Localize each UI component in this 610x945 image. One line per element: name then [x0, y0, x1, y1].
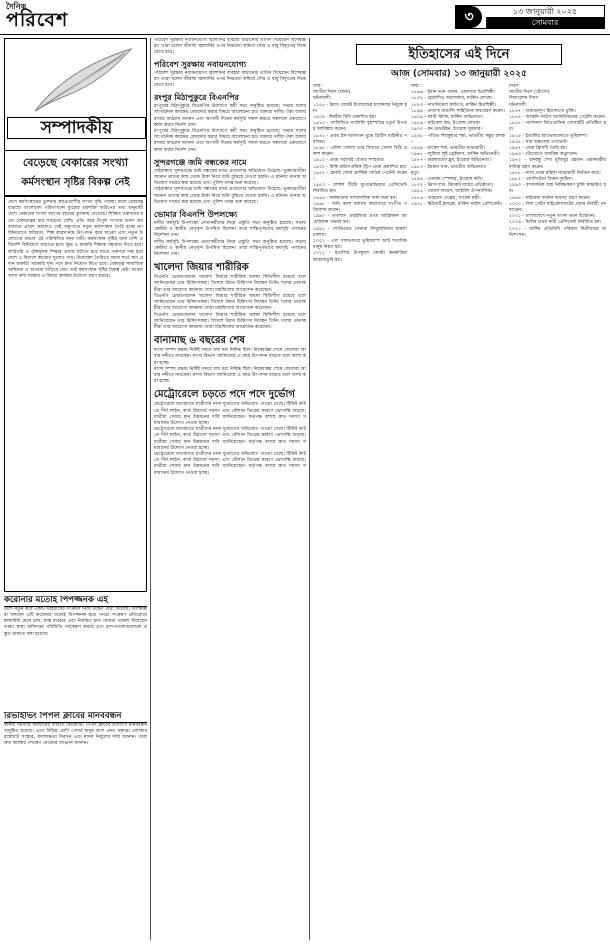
left-story-1-headline: করোনার মতোই পিপজ্জনক এই: [4, 596, 147, 607]
history-subtitle: আজ (সোমবার) ১৩ জানুয়ারী ২০২৫: [391, 69, 527, 79]
editorial-headline-line-2: কর্মসংস্থান সৃষ্টির বিকল্প নেই: [21, 177, 130, 188]
editorial-body: দেশে কর্মসংস্থানের তুলনায় কর্মপ্রত্যাশীর সংখ্যা বৃদ্ধি পাচ্ছে। ফলে বেকারত্ব বাড়ছে। বাংলাদেশ পরিসংখ্যান ব্যুরোর শ্রমশক্তি জরিপের তথ্য অনুযায়ী দেশে বেকারের সংখ্যা আগের বছরের তুলনায় বেড়েছে। শিক্ষিত তরুণদের মধ্যে বেকারত্বের হার সবচেয়ে বেশি। প্রতি বছর বিপুল সংখ্যক তরুণ শ্রমবাজারে প্রবেশ করলেও সেই অনুপাতে নতুন কর্মসংস্থান তৈরি হচ্ছে না। বিনিয়োগে স্থবিরতা, শিল্প কারখানায় উৎপাদন কমে যাওয়া এবং নতুন উদ্যোগের অভাব এই পরিস্থিতির জন্য দায়ী। কর্মসংস্থান সৃষ্টির জন্য দেশি ও বিদেশি বিনিয়োগ বাড়াতে হবে। ক্ষুদ্র ও মাঝারি শিল্পকে সহায়তা দিতে হবে। কারিগরি ও বৃত্তিমূলক শিক্ষার প্রসার ঘটাতে হবে যাতে তরুণরা দক্ষ হয়ে দেশে ও বিদেশে কাজের সুযোগ পায়। উদ্যোক্তা তৈরিতে সহজ শর্তে ঋণ প্রদান জরুরি। সরকারি শূন্য পদে দ্রুত নিয়োগ দিতে হবে। বেকারত্ব সামাজিক অস্থিরতা ও অপরাধ বাড়িয়ে দেয়। তাই কর্মসংস্থান সৃষ্টির বিকল্প নেই। আমরা আশা করি সরকার এ বিষয়ে কার্যকর উদ্যোগ গ্রহণ করবে।: [8, 200, 143, 280]
middle-story-3: [154, 158, 306, 206]
history-column-3-text: দিবস: জাতীয় দিবস (টোগো) লিবারেশন দিবস ঘটনাবলী: ১৮৪৭ - গুয়াডালুপ হিডালগো চুক্তি। ১৮৫৪ - অ্যান্থনি ফাউস অ্যাকর্ডিয়নের পেটেন্ট করেন। ১৮৮৮ - ন্যাশনাল জিওগ্রাফিক সোসাইটি প্রতিষ্ঠিত হয়। ১৯১৫ - ইতালির আভেজানোতে ভূমিকম্প। ১৯৩৫ - সার অঞ্চলের গণভোট। ১৯৫৭ - প্রথম ফ্রিসবি তৈরি হয়। ১৯৬৩ - টোগোতে সামরিক অভ্যুত্থান। ১৯৭২ - বঙ্গবন্ধু শেখ মুজিবুর রহমান প্রধানমন্ত্রীর দায়িত্ব গ্রহণ করেন। ১৯৭৮ - নাসা প্রথম মহিলা নভোচারী নির্বাচন করে। ১৯৮২ - ওয়াশিংটনে বিমান দুর্ঘটনা। ১৯৯৩ - রাসায়নিক অস্ত্র নিষিদ্ধকরণ চুক্তি স্বাক্ষরিত হয়। ১৯৯৯ - মাইকেল জর্ডান অবসর গ্রহণ করেন। ২০০০ - বিল গেটস মাইক্রোসফটের প্রধান নির্বাহী পদ ছাড়েন। ২০০১ - বাংলাদেশে নতুন সংসদ ভবন উদ্বোধন। ২০০৬ - চিলির প্রথম নারী প্রেসিডেন্ট নির্বাচিত হন। ২০২১ - মার্কিন প্রতিনিধি পরিষদে দ্বিতীয়বার অভিশংসন।: [509, 84, 606, 238]
history-column-2: [411, 84, 505, 940]
left-story-2: [4, 712, 147, 940]
history-column-1: [313, 84, 407, 940]
left-story-1: [4, 596, 147, 710]
middle-story-1: [154, 60, 306, 90]
issue-day: সোমবার: [486, 17, 604, 28]
middle-story-5: [154, 262, 306, 331]
middle-story-5-body: বিএনপি চেয়ারপারসন খালেদা জিয়ার শারীরিক অবস্থা স্থিতিশীল রয়েছে বলে জানিয়েছেন তার চিকিৎসকরা। বিদেশে উন্নত চিকিৎসা নিচ্ছেন তিনি। দলের নেতাকর্মীরা তার আরোগ্য কামনায় দোয়া মাহফিলের আয়োজন করেছেন।: [154, 275, 306, 293]
masthead-top: দৈনিক: [6, 1, 27, 11]
editorial-label: সম্পাদকীয়: [7, 117, 146, 139]
editorial-banner: [4, 38, 147, 156]
middle-story-7: [154, 389, 306, 476]
middle-story-4-body-cont: দলীয় কর্মসূচি উপলক্ষ্যে নেতাকর্মীদের নিয়ে প্রস্তুতি সভা অনুষ্ঠিত হয়েছে। সভায় কেন্দ্রীয় ও স্থানীয় নেতৃবৃন্দ উপস্থিত ছিলেন। তারা শান্তিপূর্ণভাবে কর্মসূচি পালনের নির্দেশনা দেন।: [154, 239, 306, 258]
middle-column: [154, 38, 306, 940]
middle-story-1-headline: পরিবেশ সুরক্ষায় নবায়নযোগ্য: [154, 59, 247, 69]
history-column-1-text: জন্ম: জাতীয় দিবস (ঘানা) ঘটনাবলী: ১১৫৫ - টমাস বেকেট ইংল্যান্ডের চ্যান্সেলর নিযুক্ত হন। ১৪০৯ - ঈশ্বরীয় বিধি প্রকাশিত হয়। ১৬১০ - গ্যালিলিও গ্যালিলি বৃহস্পতির চতুর্থ উপগ্রহ আবিষ্কার করেন। ১৮৪২ - প্রথম ইঙ্গ-আফগান যুদ্ধে ব্রিটিশ বাহিনীর পরাজয়। ১৮৯৮ - এমিল জোলা তার বিখ্যাত খোলা চিঠি প্রকাশ করেন। ১৯১০ - প্রথম সরাসরি বেতার সম্প্রচার। ১৯৩০ - মিকি মাউস কমিক স্ট্রিপ প্রথম প্রকাশিত হয়। ১৯৪২ - হেনরি ফোর্ড প্লাস্টিক গাড়ির পেটেন্ট করেন। ১৯৫৩ - মার্শাল টিটো যুগোস্লাভিয়ার প্রেসিডেন্ট নির্বাচিত হন। ১৯৬৪ - কলকাতায় সাম্প্রদায়িক দাঙ্গা শুরু হয়। ১৯৬৮ - জনি ক্যাশ ফলসম কারাগারে সংগীত পরিবেশন করেন। ১৯৯০ - ডগলাস ওয়াইল্ডার প্রথম আফ্রিকান আমেরিকান গভর্নর হন। ১৯৯১ - সোভিয়েত সেনারা লিথুয়ানিয়ায় হামলা চালায়। ২০০১ - এল সালভাদরে ভূমিকম্পে আট শতাধিক মানুষ নিহত হয়। ২০১২ - ইতালির উপকূলে কোস্টা কনকর্ডিয়া জাহাজডুবি হয়।: [313, 84, 407, 263]
middle-story-5-body-cont: বিএনপি চেয়ারপারসন খালেদা জিয়ার শারীরিক অবস্থা স্থিতিশীল রয়েছে বলে জানিয়েছেন তার চিকিৎসকরা। বিদেশে উন্নত চিকিৎসা নিচ্ছেন তিনি। দলের নেতাকর্মীরা তার আরোগ্য কামনায় দোয়া মাহফিলের আয়োজন করেছেন।: [154, 293, 306, 312]
middle-story-6: [154, 335, 306, 385]
middle-story-4-headline: ভোমার বিএনপি উপলক্ষ্যে: [154, 210, 238, 220]
editorial-headline: [4, 150, 147, 196]
middle-story-2-headline: রংপুর মিঠাপুকুরে বিএনপির: [154, 93, 239, 103]
history-column-3: [509, 84, 606, 940]
middle-story-6-body-cont: মৎস্য সম্পদ রক্ষায় নির্দিষ্ট সময়ে মাছ ধরা নিষিদ্ধ ছিল। নিষেধাজ্ঞা শেষে জেলেরা আবার নদীতে নামছেন। মৎস্য বিভাগ জানিয়েছে এ বছর উৎপাদন বাড়বে বলে আশা করা হচ্ছে।: [154, 366, 306, 385]
left-story-2-headline: রিভাইভিং পিপল ক্লাবের মানববন্ধন: [4, 712, 147, 723]
middle-story-7-headline: মেট্রোরেলে চড়তে পদে পদে দুর্ভোগ: [154, 389, 295, 401]
middle-story-2-body: রংপুরের মিঠাপুকুরে বিএনপির উদ্যোগে কর্মী সভা অনুষ্ঠিত হয়েছে। সভায় দলের সাংগঠনিক কার্যক্রম জোরদার করার বিষয়ে আলোচনা হয়। বক্তারা দলীয় ঐক্য বজায় রাখার আহ্বান জানান এবং আগামী দিনের কর্মসূচি সফল করতে সকলকে একযোগে কাজ করার নির্দেশ দেন।: [154, 104, 306, 128]
middle-story-6-headline: বানামাছ ৬ বছরের শেষ: [154, 335, 245, 347]
left-story-1-body: দেশে নতুন করে একটি ভাইরাসের সংক্রমণ নিয়ে উদ্বেগ দেখা দিয়েছে। বিশেষজ্ঞরা বলছেন এটি করোনার মতোই বিপজ্জনক হতে পারে। সংক্রমণ প্রতিরোধে স্বাস্থ্যবিধি মেনে চলা, মাস্ক ব্যবহার এবং নিয়মিত হাত ধোয়ার পরামর্শ দিয়েছেন তারা। স্বাস্থ্য অধিদপ্তর পরিস্থিতি পর্যবেক্ষণ করছে এবং হাসপাতালগুলোকে প্রস্তুত থাকতে বলা হয়েছে।: [4, 606, 147, 637]
middle-story-3-headline: সুন্দরগঞ্জে জমি বন্ধকের নামে: [154, 157, 247, 167]
page-info-box: [455, 5, 605, 29]
middle-story-1-body: পরিবেশ সুরক্ষায় নবায়নযোগ্য জ্বালানির ব্যবহার বাড়ানোর তাগিদ দিয়েছেন বিশেষজ্ঞরা। তারা বলেন জীবাশ্ম জ্বালানির ওপর নির্ভরতা কমিয়ে সৌর ও বায়ু বিদ্যুতের দিকে যেতে হবে।: [154, 70, 306, 89]
middle-story-3-body: গাইবান্ধার সুন্দরগঞ্জে জমি বন্ধকের নামে প্রতারণার অভিযোগ উঠেছে। ভুক্তভোগীরা জানান তাদের কাছ থেকে টাকা নিয়ে জমি বুঝিয়ে দেওয়া হয়নি। এ ঘটনায় থানায় অভিযোগ দায়ের করা হয়েছে এবং পুলিশ তদন্ত শুরু করেছে।: [154, 168, 306, 187]
middle-story-2: [154, 93, 306, 154]
left-story-2-body: স্থানীয় সমস্যার সমাধানের দাবিতে রিভাইভিং পিপল ক্লাবের উদ্যোগে মানববন্ধন অনুষ্ঠিত হয়েছে। এতে বিভিন্ন শ্রেণি পেশার মানুষ অংশ নেন। বক্তারা এলাকার রাস্তাঘাট সংস্কার, জলাবদ্ধতা নিরসন এবং মাদক নির্মূলের দাবি জানান। তারা দ্রুত কার্যকর পদক্ষেপ নেওয়ার আহ্বান জানান।: [4, 722, 147, 747]
middle-story-4-body: দলীয় কর্মসূচি উপলক্ষ্যে নেতাকর্মীদের নিয়ে প্রস্তুতি সভা অনুষ্ঠিত হয়েছে। সভায় কেন্দ্রীয় ও স্থানীয় নেতৃবৃন্দ উপস্থিত ছিলেন। তারা শান্তিপূর্ণভাবে কর্মসূচি পালনের নির্দেশনা দেন।: [154, 221, 306, 239]
history-column-2-text: জন্ম: ১৫৯৬ - ইয়ান ভান গয়েন, ওলন্দাজ চিত্রশিল্পী। ১৮৩২ - হোরাশিও অ্যালজার, মার্কিন লেখক। ১৮৮৩ - নাথানিয়েল কামিংস, মার্কিন চিত্রশিল্পী। ১৮৯৯ - প্রখ্যাত বাঙালি সাহিত্যিক জন্মগ্রহণ করেন। ১৯১৯ - রবার্ট স্ট্যাক, মার্কিন অভিনেতা। ১৯২৬ - মাইকেল বন্ড, ইংরেজ লেখক। ১৯৩৩ - রন গুডউইন, ইংরেজ সুরকার। ১৯৩৮ - পণ্ডিত শিবকুমার শর্মা, ভারতীয় সন্তুর বাদক। ১৯৪৯ - রাকেশ শর্মা, ভারতীয় নভোচারী। ১৯৬১ - জুলিয়া লুই ড্রেইফাস, মার্কিন অভিনেত্রী। ১৯৭৭ - অরল্যান্ডো ব্লুম, ইংরেজ অভিনেতা। ১৯৮৩ - ইমরান খান, ভারতীয় অভিনেতা। মৃত্যু: ১৫৯৯ - এডমন্ড স্পেন্সার, ইংরেজ কবি। ১৮৩২ - টমাস লর্ড, ক্রিকেট মাঠের প্রতিষ্ঠাতা। ১৯৪১ - জেমস জয়েস, আইরিশ ঔপন্যাসিক। ১৯৭৬ - আহমেদ এফ্রেম, সাবেক মন্ত্রী। ১৯৭৮ - হিউবার্ট হামফ্রে, মার্কিন ভাইস প্রেসিডেন্ট।: [411, 84, 505, 207]
column-divider: [150, 38, 151, 940]
middle-story-6-body: মৎস্য সম্পদ রক্ষায় নির্দিষ্ট সময়ে মাছ ধরা নিষিদ্ধ ছিল। নিষেধাজ্ঞা শেষে জেলেরা আবার নদীতে নামছেন। মৎস্য বিভাগ জানিয়েছে এ বছর উৎপাদন বাড়বে বলে আশা করা হচ্ছে।: [154, 348, 306, 366]
column-divider: [309, 38, 310, 940]
middle-story-7-body-cont-2: মেট্রোরেলে যাতায়াতে যাত্রীদের নানা দুর্ভোগের অভিযোগ পাওয়া গেছে। টিকিট কাটতে দীর্ঘ লাইন, কার্ড রিচার্জে সমস্যা এবং স্টেশনে ভিড়ের কারণে ভোগান্তি বাড়ছে। যাত্রীরা সেবার মান উন্নয়নের দাবি জানিয়েছেন। কর্তৃপক্ষ বলছে দ্রুত সমস্যা সমাধানের উদ্যোগ নেওয়া হচ্ছে।: [154, 451, 306, 476]
editorial-headline-line-1: বেড়েছে বেকারের সংখ্যা: [22, 156, 129, 169]
quill-icon: [25, 45, 135, 115]
middle-story-3-body-cont: গাইবান্ধার সুন্দরগঞ্জে জমি বন্ধকের নামে প্রতারণার অভিযোগ উঠেছে। ভুক্তভোগীরা জানান তাদের কাছ থেকে টাকা নিয়ে জমি বুঝিয়ে দেওয়া হয়নি। এ ঘটনায় থানায় অভিযোগ দায়ের করা হয়েছে এবং পুলিশ তদন্ত শুরু করেছে।: [154, 187, 306, 205]
middle-story-7-body-cont: মেট্রোরেলে যাতায়াতে যাত্রীদের নানা দুর্ভোগের অভিযোগ পাওয়া গেছে। টিকিট কাটতে দীর্ঘ লাইন, কার্ড রিচার্জে সমস্যা এবং স্টেশনে ভিড়ের কারণে ভোগান্তি বাড়ছে। যাত্রীরা সেবার মান উন্নয়নের দাবি জানিয়েছেন। কর্তৃপক্ষ বলছে দ্রুত সমস্যা সমাধানের উদ্যোগ নেওয়া হচ্ছে।: [154, 427, 306, 451]
editorial-body-box: [4, 196, 147, 592]
history-section-header: [313, 44, 606, 80]
masthead: [6, 2, 68, 30]
middle-lead-text: পরিবেশ সুরক্ষায় নবায়নযোগ্য জ্বালানির ব্যবহার বাড়ানোর তাগিদ দিয়েছেন বিশেষজ্ঞরা। তারা বলেন জীবাশ্ম জ্বালানির ওপর নির্ভরতা কমিয়ে সৌর ও বায়ু বিদ্যুতের দিকে যেতে হবে।: [154, 38, 306, 56]
page-header: [0, 0, 610, 34]
middle-story-2-body-cont: রংপুরের মিঠাপুকুরে বিএনপির উদ্যোগে কর্মী সভা অনুষ্ঠিত হয়েছে। সভায় দলের সাংগঠনিক কার্যক্রম জোরদার করার বিষয়ে আলোচনা হয়। বক্তারা দলীয় ঐক্য বজায় রাখার আহ্বান জানান এবং আগামী দিনের কর্মসূচি সফল করতে সকলকে একযোগে কাজ করার নির্দেশ দেন।: [154, 129, 306, 153]
page-number: ৩: [456, 6, 482, 28]
middle-story-5-headline: খালেদা জিয়ার শারীরিক: [154, 262, 249, 274]
history-title: ইতিহাসের এই দিনে: [356, 44, 562, 65]
header-rule: [0, 34, 610, 35]
middle-story-4: [154, 210, 306, 258]
middle-story-5-body-cont-2: বিএনপি চেয়ারপারসন খালেদা জিয়ার শারীরিক অবস্থা স্থিতিশীল রয়েছে বলে জানিয়েছেন তার চিকিৎসকরা। বিদেশে উন্নত চিকিৎসা নিচ্ছেন তিনি। দলের নেতাকর্মীরা তার আরোগ্য কামনায় দোয়া মাহফিলের আয়োজন করেছেন।: [154, 312, 306, 330]
masthead-title: পরিবেশ: [6, 9, 69, 31]
middle-story-7-body: মেট্রোরেলে যাতায়াতে যাত্রীদের নানা দুর্ভোগের অভিযোগ পাওয়া গেছে। টিকিট কাটতে দীর্ঘ লাইন, কার্ড রিচার্জে সমস্যা এবং স্টেশনে ভিড়ের কারণে ভোগান্তি বাড়ছে। যাত্রীরা সেবার মান উন্নয়নের দাবি জানিয়েছেন। কর্তৃপক্ষ বলছে দ্রুত সমস্যা সমাধানের উদ্যোগ নেওয়া হচ্ছে।: [154, 402, 306, 426]
issue-date: ১৩ জানুয়ারী ২০২৫: [512, 7, 578, 16]
